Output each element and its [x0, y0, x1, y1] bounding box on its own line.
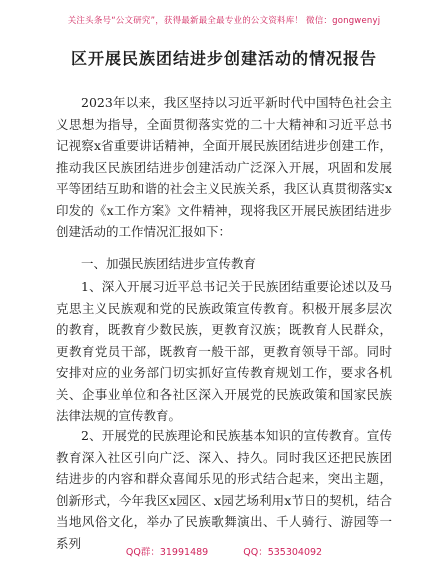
header-note: 关注头条号“公文研究”，获得最新最全最专业的公文资料库！ 微信：gongwenyj [67, 16, 381, 26]
paragraph-text: 2、开展党的民族理论和民族基本知识的宣传教育。宣传教育深入社区引向广泛、深入、持久。同时我区还把民族团结进步的内容和群众喜闻乐见的形式结合起来，突出主题，创新形式，今年我区x园区、x园艺场利用x节日的契机，结合当地风俗文化，举办了民族歌舞演出、千人骑行、游园等一系列 [56, 428, 392, 551]
footer-qq-group: QQ群：31991489 [125, 547, 209, 558]
section-paragraph-1 [56, 276, 392, 427]
footer [0, 544, 448, 558]
section-paragraph-2 [56, 425, 392, 554]
footer-qq: QQ：535304092 [243, 547, 323, 558]
paragraph-text: 2023年以来，我区坚持以习近平新时代中国特色社会主义思想为指导，全面贯彻落实党的二十大精神和习近平总书记视察x省重要讲话精神，全面开展民族团结进步创建工作，推动我区民族团结进步创建活动广泛深入开展，巩固和发展平等团结互助和谐的社会主义民族关系，我区认真贯彻落实x印发的《x工作方案》文件精神，现将我区开展民族团结进步创建活动的工作情况汇报如下： [56, 95, 392, 239]
intro-paragraph [56, 92, 392, 243]
section-heading [56, 253, 392, 275]
document-title: 区开展民族团结进步创建活动的情况报告 [70, 49, 377, 68]
paragraph-text: 1、深入开展习近平总书记关于民族团结重要论述以及马克思主义民族观和党的民族政策宣传教育。积极开展多层次的教育，既教育少数民族，更教育汉族；既教育人民群众，更教育党员干部，既教育一般干部，更教育领导干部。同时安排对应的业务部门切实抓好宣传教育规划工作，要求各机关、企事业单位和各社区深入开展党的民族政策和国家民族法律法规的宣传教育。 [56, 279, 392, 423]
section-heading-text: 一、加强民族团结进步宣传教育 [81, 256, 257, 271]
